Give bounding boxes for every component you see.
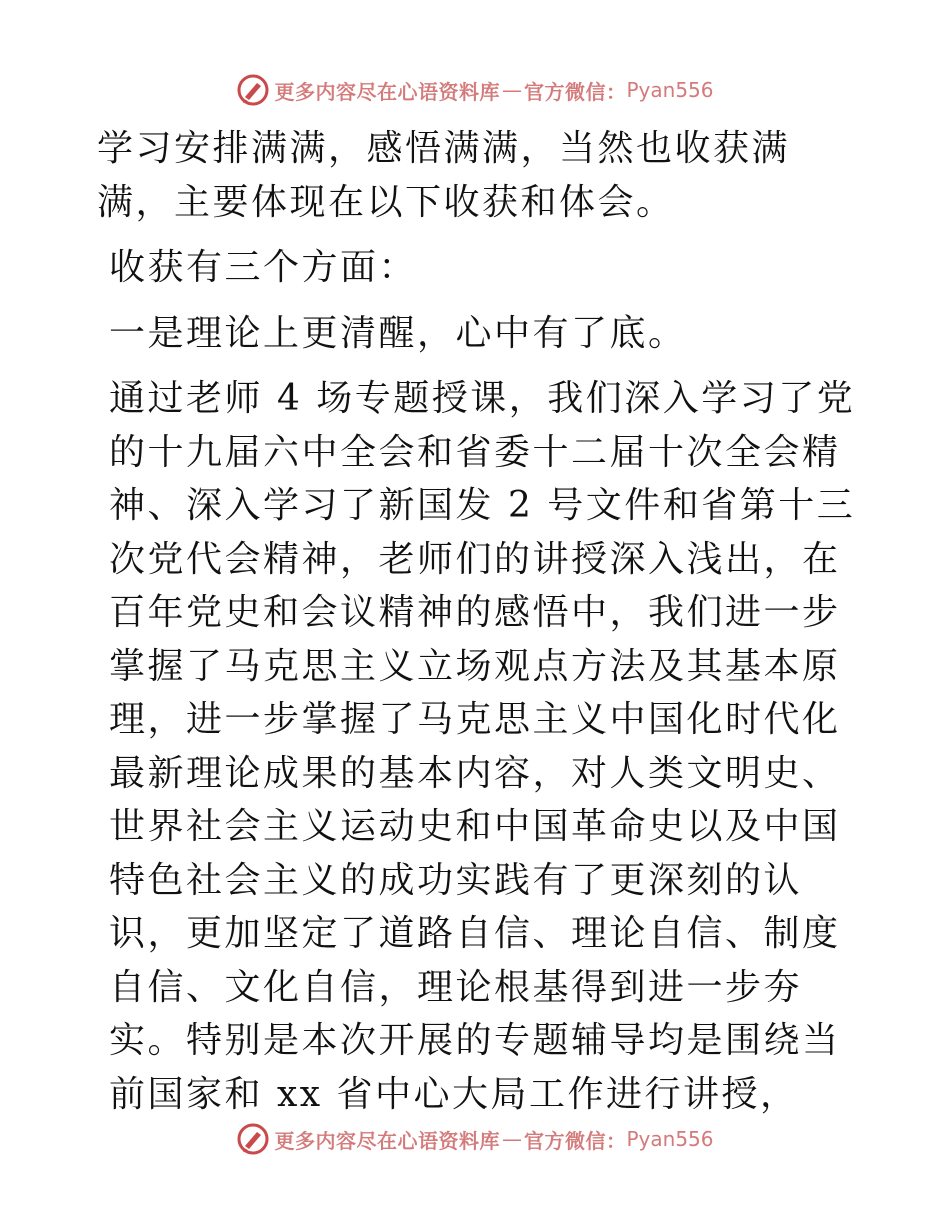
watermark-text: 更多内容尽在心语资料库 [274,79,500,104]
paragraph-point-one: 一是理论上更清醒，心中有了底。 [109,312,687,354]
watermark-id: Pyan556 [626,1127,714,1151]
watermark-logo-icon [236,73,270,107]
paragraph-intro: 学习安排满满，感悟满满，当然也收获满满，主要体现在以下收获和体会。 [97,128,791,223]
header-watermark [0,73,950,107]
footer-watermark [0,1122,950,1156]
watermark-suffix: 官方微信： [523,1128,627,1153]
watermark-logo-icon [236,1122,270,1156]
watermark-dash: — [501,1127,522,1151]
watermark-dash: — [501,78,522,102]
watermark-text: 更多内容尽在心语资料库 [274,1128,500,1153]
watermark-id: Pyan556 [626,78,714,102]
paragraph-detail: 通过老师 4 场专题授课，我们深入学习了党的十九届六中全会和省委十二届十次全会精神、深入学习了新国发 2 号文件和省第十三次党代会精神，老师们的讲授深入浅出，在百年党史和会议精神的感悟中，我们进一步掌握了马克思主义立场观点方法及其基本原理，进一步掌握了马克思主义中国化时代化最新理论成果的基本内容，对人类文明史、世界社会主义运动史和中国革命史以及中国特色社会主义的成功实践有了更深刻的认识，更加坚定了道路自信、理论自信、制度自信、文化自信，理论根基得到进一步夯实。特别是本次开展的专题辅导均是围绕当前国家和 xx 省中心大局工作进行讲授， [109,378,856,1115]
document-body [97,122,857,1121]
watermark-suffix: 官方微信： [523,79,627,104]
paragraph-heading-gains: 收获有三个方面： [109,247,418,288]
